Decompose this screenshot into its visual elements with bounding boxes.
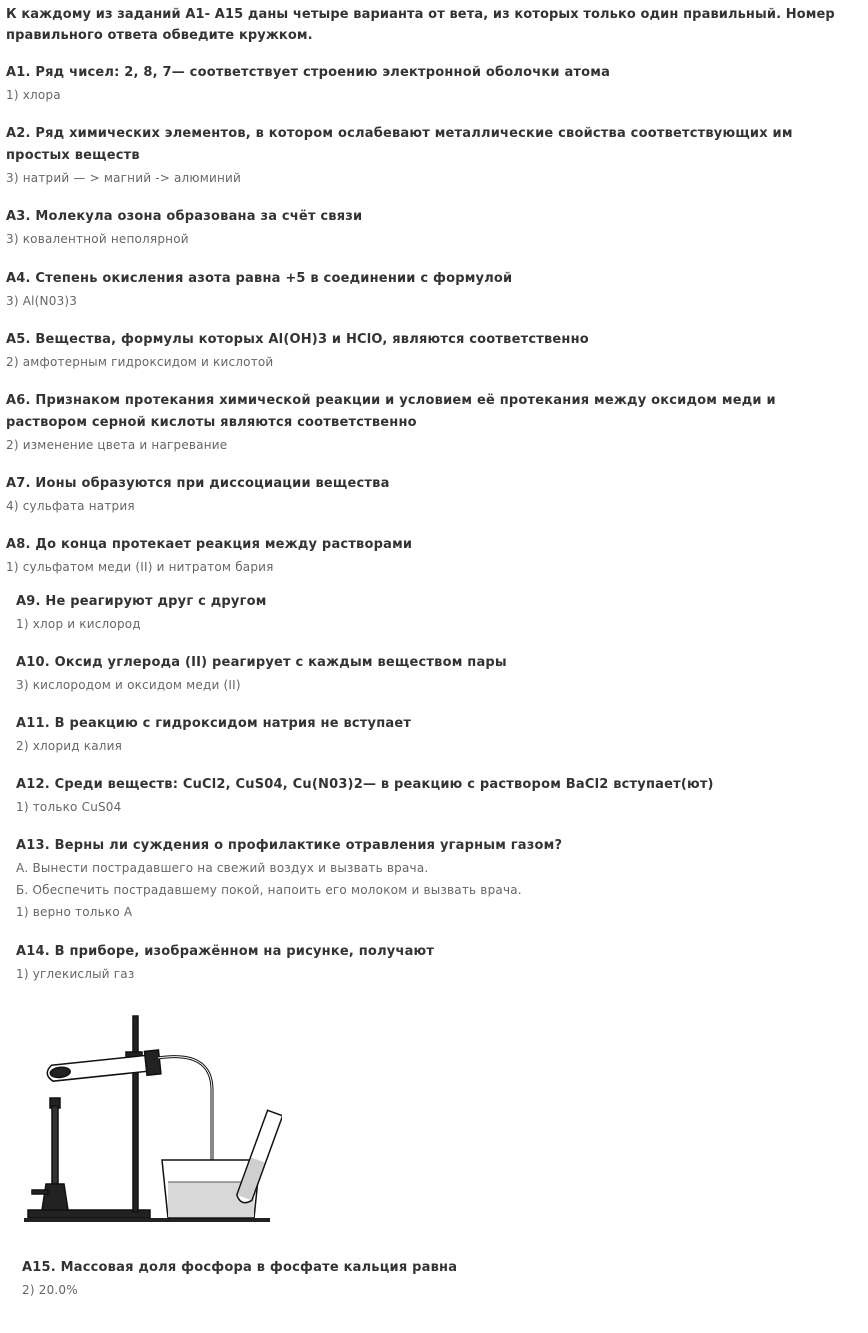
answer-text: 1) углекислый газ	[16, 967, 135, 981]
question-a15	[22, 1257, 868, 1301]
question-a8	[6, 534, 861, 578]
question-a11	[16, 713, 868, 757]
question-a5	[6, 329, 861, 373]
question-title: А6. Признаком протекания химической реакции и условием её протекания между оксидом меди и раствором серной кислоты являются соответственно	[6, 393, 776, 430]
question-title: А4. Степень окисления азота равна +5 в соединении с формулой	[6, 271, 513, 286]
question-title: А2. Ряд химических элементов, в котором ослабевают металлические свойства соответствующих им простых веществ	[6, 126, 793, 163]
question-title: А1. Ряд чисел: 2, 8, 7— соответствует строению электронной оболочки атома	[6, 65, 611, 80]
answer-text: 1) только CuS04	[16, 800, 122, 814]
question-title: А8. До конца протекает реакция между растворами	[6, 537, 413, 552]
answer-text: 2) амфотерным гидроксидом и кислотой	[6, 355, 274, 369]
question-title: А5. Вещества, формулы которых Al(OH)3 и HClO, являются соответственно	[6, 332, 589, 347]
question-title: А11. В реакцию с гидроксидом натрия не вступает	[16, 716, 412, 731]
question-a13	[16, 835, 868, 923]
answer-text: 2) 20.0%	[22, 1283, 78, 1297]
instructions-text: К каждому из заданий А1- А15 даны четыре варианта от вета, из которых только один правильный. Номер правильного ответа обведите кружком.	[6, 7, 835, 43]
answer-text: 4) сульфата натрия	[6, 499, 135, 513]
question-a9	[16, 591, 868, 635]
question-title: А10. Оксид углерода (II) реагирует с каждым веществом пары	[16, 655, 507, 670]
answer-text: 3) натрий — > магний -> алюминий	[6, 171, 242, 185]
answer-text: 2) хлорид калия	[16, 739, 123, 753]
question-a7	[6, 473, 861, 517]
statement-b: Б. Обеспечить пострадавшему покой, напоить его молоком и вызвать врача.	[16, 883, 522, 897]
question-a4	[6, 268, 861, 312]
question-title: А12. Среди веществ: CuCl2, CuS04, Cu(N03)2— в реакцию с раствором BaCl2 вступает(ют)	[16, 777, 714, 792]
answer-text: 1) сульфатом меди (II) и нитратом бария	[6, 560, 274, 574]
statement-a: А. Вынести пострадавшего на свежий воздух и вызвать врача.	[16, 861, 429, 875]
question-a14	[16, 941, 868, 985]
gas-apparatus-figure	[22, 1010, 282, 1235]
question-title: А7. Ионы образуются при диссоциации вещества	[6, 476, 390, 491]
question-a3	[6, 206, 861, 250]
answer-text: 3) кислородом и оксидом меди (II)	[16, 678, 241, 692]
answer-text: 1) хлора	[6, 88, 61, 102]
question-a10	[16, 652, 868, 696]
answer-text: 2) изменение цвета и нагревание	[6, 438, 228, 452]
question-title: А3. Молекула озона образована за счёт связи	[6, 209, 363, 224]
question-a2	[6, 123, 861, 189]
question-a12	[16, 774, 868, 818]
question-a6	[6, 390, 861, 456]
question-title: А9. Не реагируют друг с другом	[16, 594, 267, 609]
answer-text: 1) хлор и кислород	[16, 617, 141, 631]
answer-text: 3) ковалентной неполярной	[6, 232, 189, 246]
answer-text: 3) Al(N03)3	[6, 294, 78, 308]
answer-text: 1) верно только А	[16, 905, 133, 919]
question-title: А15. Массовая доля фосфора в фосфате кальция равна	[22, 1260, 458, 1275]
question-a1	[6, 62, 861, 106]
question-title: А13. Верны ли суждения о профилактике отравления угарным газом?	[16, 838, 563, 853]
question-title: А14. В приборе, изображённом на рисунке, получают	[16, 944, 435, 959]
